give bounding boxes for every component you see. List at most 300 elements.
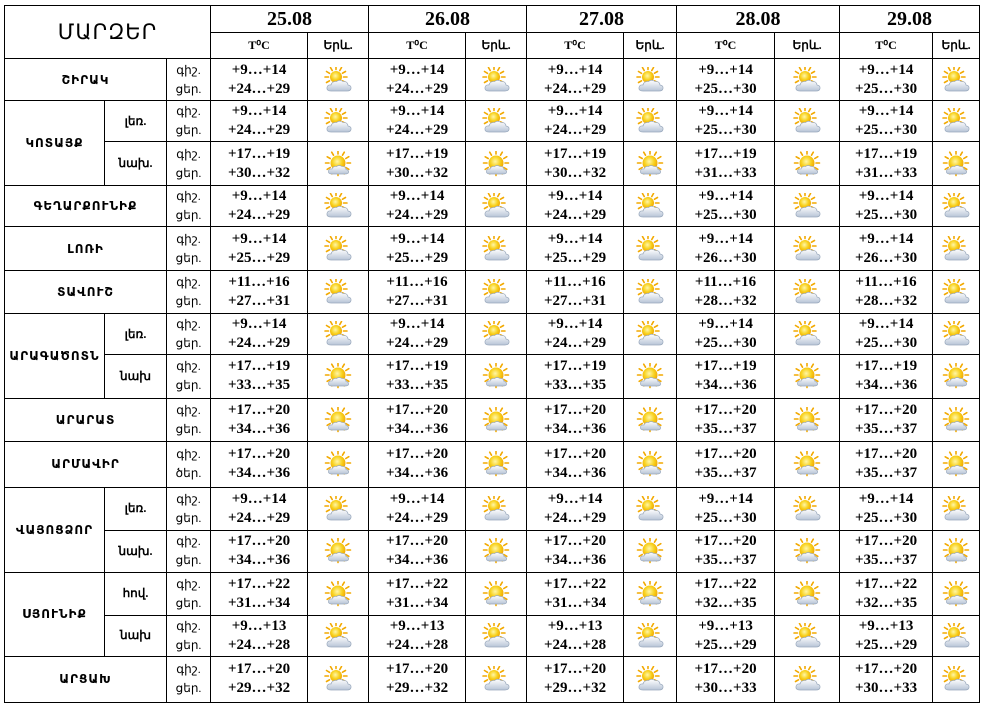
table-row xyxy=(5,530,980,572)
day-temperature: +32…+35 xyxy=(854,594,918,611)
partly-cloudy-icon xyxy=(940,193,972,219)
partly-cloudy-icon xyxy=(940,666,972,692)
temperature-cell xyxy=(840,142,933,186)
partly-cloudy-icon xyxy=(940,321,972,347)
night-temperature: +17…+19 xyxy=(543,145,607,162)
table-row xyxy=(5,487,980,530)
temperature-cell xyxy=(527,227,624,271)
table-row xyxy=(5,101,980,142)
night-temperature: +17…+19 xyxy=(385,358,449,375)
partly-cloudy-icon xyxy=(791,193,823,219)
partly-cloudy-icon xyxy=(480,279,512,305)
table-row xyxy=(5,142,980,186)
partly-cloudy-icon xyxy=(480,108,512,134)
time-labels xyxy=(167,314,211,355)
day-label: ցեր. xyxy=(175,510,202,525)
partly-cloudy-icon xyxy=(940,279,972,305)
temperature-cell xyxy=(677,227,775,271)
sunny-cloud-icon xyxy=(940,581,972,607)
partly-cloudy-icon xyxy=(791,236,823,262)
night-temperature: +17…+20 xyxy=(385,401,449,418)
night-label: գիշ. xyxy=(176,275,201,290)
night-temperature: +17…+22 xyxy=(694,575,757,592)
day-label: ցեր. xyxy=(175,250,202,265)
night-temperature: +9…+13 xyxy=(231,617,287,634)
day-temperature: +25…+30 xyxy=(694,509,757,526)
partly-cloudy-icon xyxy=(791,321,823,347)
temperature-cell xyxy=(527,186,624,227)
weather-column-header: Երև. xyxy=(308,33,369,59)
night-label: գիշ. xyxy=(176,618,201,633)
temp-column-header: T⁰C xyxy=(211,33,308,59)
temperature-cell xyxy=(369,355,466,398)
temperature-cell xyxy=(369,656,466,702)
day-temperature: +34…+36 xyxy=(543,465,607,482)
weather-cell xyxy=(624,487,677,530)
night-temperature: +9…+14 xyxy=(547,316,603,333)
night-temperature: +17…+20 xyxy=(385,533,449,550)
temperature-cell xyxy=(369,487,466,530)
region-name: ՏԱՎՈՒՇ xyxy=(5,271,167,314)
night-temperature: +17…+19 xyxy=(227,145,291,162)
day-temperature: +24…+29 xyxy=(385,509,449,526)
sunny-cloud-icon xyxy=(940,451,972,477)
partly-cloudy-icon xyxy=(791,279,823,305)
weather-cell xyxy=(624,355,677,398)
night-temperature: +11…+16 xyxy=(386,274,448,291)
table-row xyxy=(5,441,980,487)
weather-cell xyxy=(466,656,527,702)
weather-column-header: Երև. xyxy=(775,33,840,59)
night-temperature: +9…+14 xyxy=(698,188,753,205)
night-temperature: +17…+20 xyxy=(694,401,757,418)
sunny-cloud-icon xyxy=(322,363,354,389)
weather-cell xyxy=(933,572,980,615)
weather-cell xyxy=(933,271,980,314)
temperature-cell xyxy=(211,271,308,314)
night-temperature: +9…+14 xyxy=(389,490,445,507)
temperature-cell xyxy=(527,355,624,398)
temperature-cell xyxy=(527,656,624,702)
region-name: ԱՐՑԱԽ xyxy=(5,656,167,702)
day-temperature: +30…+32 xyxy=(227,164,291,181)
temp-column-header: T⁰C xyxy=(840,33,933,59)
sunny-cloud-icon xyxy=(322,407,354,433)
sunny-cloud-icon xyxy=(791,363,823,389)
temperature-cell xyxy=(677,101,775,142)
day-label: ցեր. xyxy=(175,637,202,652)
night-temperature: +9…+14 xyxy=(698,490,753,507)
table-title: ՄԱՐԶԵՐ xyxy=(5,6,211,59)
time-labels xyxy=(167,572,211,615)
weather-cell xyxy=(775,441,840,487)
weather-cell xyxy=(775,142,840,186)
day-temperature: +27…+31 xyxy=(385,293,449,310)
zone-label: լեռ. xyxy=(105,314,167,355)
sunny-cloud-icon xyxy=(940,151,972,177)
partly-cloudy-icon xyxy=(322,236,354,262)
temperature-cell xyxy=(211,572,308,615)
time-labels xyxy=(167,186,211,227)
zone-label: հով. xyxy=(105,572,167,615)
day-temperature: +25…+30 xyxy=(854,509,918,526)
day-temperature: +33…+35 xyxy=(543,377,607,394)
day-temperature: +31…+34 xyxy=(227,594,291,611)
temperature-cell xyxy=(369,398,466,441)
table-row xyxy=(5,314,980,355)
partly-cloudy-icon xyxy=(480,67,512,93)
sunny-cloud-icon xyxy=(322,151,354,177)
day-temperature: +25…+30 xyxy=(694,80,757,97)
night-temperature: +17…+19 xyxy=(385,145,449,162)
region-name: ՇԻՐԱԿ xyxy=(5,59,167,101)
zone-label: նախ. xyxy=(105,142,167,186)
sunny-cloud-icon xyxy=(940,407,972,433)
partly-cloudy-icon xyxy=(322,623,354,649)
weather-cell xyxy=(775,59,840,101)
weather-cell xyxy=(933,656,980,702)
sunny-cloud-icon xyxy=(480,538,512,564)
weather-cell xyxy=(933,487,980,530)
night-label: գիշ. xyxy=(176,534,201,549)
table-row xyxy=(5,355,980,398)
day-temperature: +34…+36 xyxy=(543,420,607,437)
weather-cell xyxy=(466,186,527,227)
temperature-cell xyxy=(840,59,933,101)
zone-label: լեռ. xyxy=(105,487,167,530)
weather-cell xyxy=(775,398,840,441)
day-temperature: +31…+34 xyxy=(385,594,449,611)
temperature-cell xyxy=(840,355,933,398)
partly-cloudy-icon xyxy=(480,623,512,649)
night-temperature: +17…+20 xyxy=(694,661,757,678)
weather-cell xyxy=(466,227,527,271)
weather-cell xyxy=(308,101,369,142)
day-label: ցեր. xyxy=(175,553,202,568)
day-temperature: +34…+36 xyxy=(227,465,291,482)
zone-label: նախ xyxy=(105,355,167,398)
weather-cell xyxy=(466,142,527,186)
temperature-cell xyxy=(211,487,308,530)
sunny-cloud-icon xyxy=(791,151,823,177)
day-temperature: +34…+36 xyxy=(854,377,918,394)
day-temperature: +25…+29 xyxy=(694,636,757,653)
weather-cell xyxy=(775,227,840,271)
temperature-cell xyxy=(527,59,624,101)
partly-cloudy-icon xyxy=(480,496,512,522)
day-temperature: +24…+29 xyxy=(227,207,291,224)
weather-cell xyxy=(308,59,369,101)
weather-cell xyxy=(308,271,369,314)
weather-cell xyxy=(466,530,527,572)
weather-cell xyxy=(933,615,980,656)
temperature-cell xyxy=(369,441,466,487)
day-temperature: +30…+33 xyxy=(854,680,918,697)
partly-cloudy-icon xyxy=(634,67,666,93)
date-header: 27.08 xyxy=(527,6,677,33)
day-label: ցեր. xyxy=(175,421,202,436)
weather-cell xyxy=(775,487,840,530)
temperature-cell xyxy=(840,101,933,142)
night-temperature: +9…+14 xyxy=(698,316,753,333)
day-temperature: +24…+29 xyxy=(543,335,607,352)
day-label: ցեր. xyxy=(175,681,202,696)
weather-cell xyxy=(308,487,369,530)
night-temperature: +17…+19 xyxy=(227,358,291,375)
partly-cloudy-icon xyxy=(634,666,666,692)
temperature-cell xyxy=(840,271,933,314)
temperature-cell xyxy=(527,142,624,186)
night-temperature: +9…+14 xyxy=(858,61,914,78)
temperature-cell xyxy=(211,656,308,702)
night-temperature: +17…+20 xyxy=(385,446,449,463)
temperature-cell xyxy=(211,227,308,271)
date-header: 26.08 xyxy=(369,6,527,33)
temp-column-header: T⁰C xyxy=(369,33,466,59)
weather-cell xyxy=(933,142,980,186)
day-label: ցեր. xyxy=(175,336,202,351)
day-temperature: +25…+30 xyxy=(694,335,757,352)
day-label: ցեր. xyxy=(175,123,202,138)
weather-cell xyxy=(624,227,677,271)
day-label: ծեր. xyxy=(175,466,202,481)
day-temperature: +35…+37 xyxy=(854,552,918,569)
weather-cell xyxy=(775,314,840,355)
night-temperature: +9…+14 xyxy=(389,316,445,333)
temperature-cell xyxy=(840,398,933,441)
temperature-cell xyxy=(840,314,933,355)
region-name: ՎԱՅՈՑՁՈՐ xyxy=(5,487,105,572)
night-temperature: +9…+13 xyxy=(389,617,445,634)
weather-cell xyxy=(775,355,840,398)
day-temperature: +24…+29 xyxy=(543,122,607,139)
region-name: ԱՐՄԱՎԻՐ xyxy=(5,441,167,487)
day-temperature: +25…+29 xyxy=(227,249,291,266)
night-temperature: +9…+14 xyxy=(231,230,287,247)
day-label: ցեր. xyxy=(175,81,202,96)
sunny-cloud-icon xyxy=(634,407,666,433)
temperature-cell xyxy=(211,101,308,142)
temperature-cell xyxy=(677,487,775,530)
temperature-cell xyxy=(527,398,624,441)
temperature-cell xyxy=(677,656,775,702)
temperature-cell xyxy=(369,615,466,656)
partly-cloudy-icon xyxy=(634,108,666,134)
day-temperature: +29…+32 xyxy=(385,680,449,697)
weather-cell xyxy=(775,615,840,656)
day-temperature: +33…+35 xyxy=(385,377,449,394)
weather-cell xyxy=(775,530,840,572)
day-temperature: +26…+30 xyxy=(854,249,918,266)
forecast-body xyxy=(5,59,980,703)
weather-cell xyxy=(775,101,840,142)
sunny-cloud-icon xyxy=(634,581,666,607)
night-temperature: +17…+19 xyxy=(854,358,918,375)
weather-cell xyxy=(624,186,677,227)
temperature-cell xyxy=(677,441,775,487)
weather-cell xyxy=(624,142,677,186)
weather-cell xyxy=(933,314,980,355)
night-temperature: +9…+14 xyxy=(231,490,287,507)
sunny-cloud-icon xyxy=(322,451,354,477)
day-temperature: +26…+30 xyxy=(694,249,757,266)
day-temperature: +27…+31 xyxy=(543,293,607,310)
temperature-cell xyxy=(840,656,933,702)
night-temperature: +17…+19 xyxy=(543,358,607,375)
day-temperature: +34…+36 xyxy=(227,552,291,569)
day-temperature: +29…+32 xyxy=(543,680,607,697)
temperature-cell xyxy=(840,487,933,530)
partly-cloudy-icon xyxy=(322,496,354,522)
weather-cell xyxy=(308,355,369,398)
time-labels xyxy=(167,227,211,271)
weather-cell xyxy=(466,59,527,101)
day-temperature: +24…+29 xyxy=(385,80,449,97)
day-temperature: +24…+29 xyxy=(543,509,607,526)
partly-cloudy-icon xyxy=(634,321,666,347)
day-temperature: +35…+37 xyxy=(694,420,757,437)
night-temperature: +17…+20 xyxy=(854,533,918,550)
weather-cell xyxy=(308,227,369,271)
day-temperature: +24…+29 xyxy=(385,122,449,139)
time-labels xyxy=(167,441,211,487)
temperature-cell xyxy=(677,142,775,186)
day-temperature: +24…+29 xyxy=(227,80,291,97)
day-temperature: +35…+37 xyxy=(854,420,918,437)
day-temperature: +25…+29 xyxy=(854,636,918,653)
weather-cell xyxy=(933,355,980,398)
weather-column-header: Երև. xyxy=(933,33,980,59)
weather-column-header: Երև. xyxy=(466,33,527,59)
night-temperature: +11…+16 xyxy=(228,274,290,291)
sunny-cloud-icon xyxy=(634,538,666,564)
day-label: ցեր. xyxy=(175,294,202,309)
night-temperature: +9…+14 xyxy=(858,230,914,247)
sunny-cloud-icon xyxy=(791,451,823,477)
day-temperature: +34…+36 xyxy=(385,465,449,482)
temperature-cell xyxy=(211,615,308,656)
day-temperature: +24…+29 xyxy=(385,207,449,224)
day-temperature: +34…+36 xyxy=(385,552,449,569)
temp-column-header: T⁰C xyxy=(677,33,775,59)
day-temperature: +25…+29 xyxy=(543,249,607,266)
night-temperature: +17…+20 xyxy=(543,533,607,550)
sunny-cloud-icon xyxy=(940,363,972,389)
night-temperature: +17…+20 xyxy=(227,401,291,418)
sunny-cloud-icon xyxy=(634,151,666,177)
temperature-cell xyxy=(527,615,624,656)
night-temperature: +9…+13 xyxy=(858,617,914,634)
table-row xyxy=(5,227,980,271)
night-temperature: +17…+19 xyxy=(694,145,757,162)
temperature-cell xyxy=(211,142,308,186)
weather-cell xyxy=(624,271,677,314)
region-name: ՍՅՈՒՆԻՔ xyxy=(5,572,105,656)
day-temperature: +31…+34 xyxy=(543,594,607,611)
temperature-cell xyxy=(369,314,466,355)
day-temperature: +24…+29 xyxy=(227,509,291,526)
day-temperature: +35…+37 xyxy=(694,465,757,482)
night-temperature: +9…+14 xyxy=(547,490,603,507)
day-temperature: +32…+35 xyxy=(694,594,757,611)
weather-cell xyxy=(624,314,677,355)
time-labels xyxy=(167,530,211,572)
sunny-cloud-icon xyxy=(940,538,972,564)
weather-cell xyxy=(624,398,677,441)
partly-cloudy-icon xyxy=(940,236,972,262)
temperature-cell xyxy=(369,572,466,615)
partly-cloudy-icon xyxy=(791,666,823,692)
weather-cell xyxy=(466,271,527,314)
temperature-cell xyxy=(677,186,775,227)
day-temperature: +35…+37 xyxy=(854,465,918,482)
weather-column-header: Երև. xyxy=(624,33,677,59)
temperature-cell xyxy=(369,530,466,572)
day-temperature: +28…+32 xyxy=(694,293,757,310)
night-label: գիշ. xyxy=(176,62,201,77)
time-labels xyxy=(167,142,211,186)
night-temperature: +9…+14 xyxy=(858,490,914,507)
day-temperature: +25…+30 xyxy=(854,122,918,139)
weather-cell xyxy=(933,441,980,487)
sunny-cloud-icon xyxy=(322,538,354,564)
night-temperature: +9…+14 xyxy=(698,230,753,247)
temperature-cell xyxy=(369,142,466,186)
sunny-cloud-icon xyxy=(480,451,512,477)
weather-cell xyxy=(308,572,369,615)
weather-cell xyxy=(308,142,369,186)
temperature-cell xyxy=(677,615,775,656)
partly-cloudy-icon xyxy=(480,193,512,219)
night-temperature: +11…+16 xyxy=(694,274,757,291)
temperature-cell xyxy=(840,227,933,271)
zone-label: լեռ. xyxy=(105,101,167,142)
partly-cloudy-icon xyxy=(791,108,823,134)
day-temperature: +28…+32 xyxy=(854,293,918,310)
partly-cloudy-icon xyxy=(634,193,666,219)
sunny-cloud-icon xyxy=(480,581,512,607)
day-temperature: +24…+29 xyxy=(227,335,291,352)
night-temperature: +17…+22 xyxy=(227,575,291,592)
night-temperature: +9…+14 xyxy=(389,230,445,247)
date-header: 28.08 xyxy=(677,6,840,33)
day-temperature: +24…+29 xyxy=(543,80,607,97)
day-temperature: +30…+33 xyxy=(694,680,757,697)
temperature-cell xyxy=(211,186,308,227)
temperature-cell xyxy=(211,314,308,355)
partly-cloudy-icon xyxy=(791,496,823,522)
day-temperature: +25…+30 xyxy=(694,122,757,139)
night-temperature: +9…+14 xyxy=(547,188,603,205)
partly-cloudy-icon xyxy=(940,67,972,93)
day-temperature: +29…+32 xyxy=(227,680,291,697)
night-temperature: +17…+20 xyxy=(385,661,449,678)
temperature-cell xyxy=(677,314,775,355)
night-temperature: +9…+14 xyxy=(698,103,753,120)
time-labels xyxy=(167,656,211,702)
day-temperature: +24…+29 xyxy=(385,335,449,352)
sunny-cloud-icon xyxy=(791,538,823,564)
sunny-cloud-icon xyxy=(480,363,512,389)
day-temperature: +24…+28 xyxy=(543,636,607,653)
night-temperature: +9…+14 xyxy=(858,188,914,205)
weather-cell xyxy=(775,656,840,702)
temperature-cell xyxy=(527,441,624,487)
temperature-cell xyxy=(527,487,624,530)
day-label: ցեր. xyxy=(175,378,202,393)
weather-cell xyxy=(308,441,369,487)
temperature-cell xyxy=(527,572,624,615)
